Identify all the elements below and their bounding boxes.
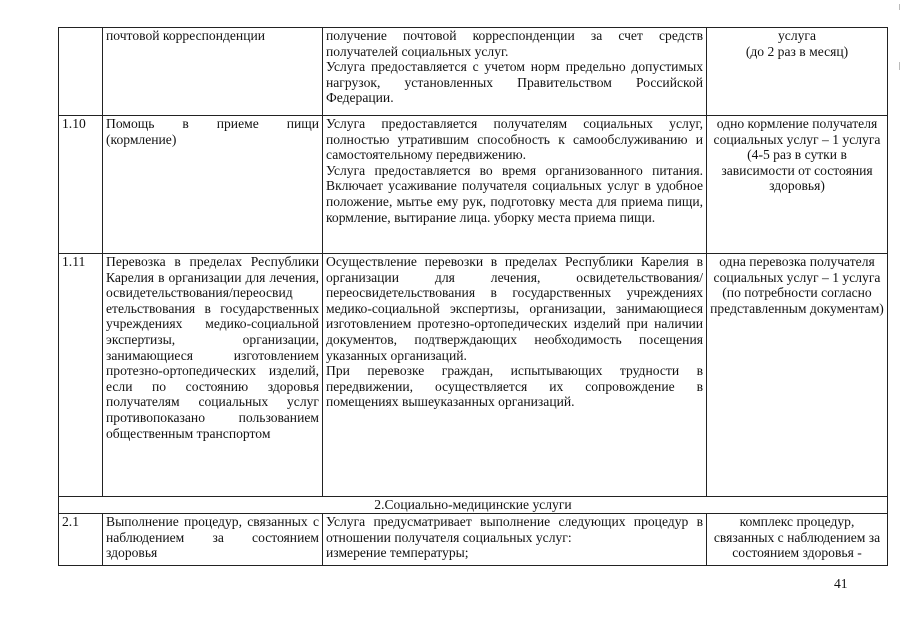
table-row <box>59 116 888 254</box>
page-number: 41 <box>834 576 848 591</box>
services-table <box>58 27 888 566</box>
service-description: Услуга предусматривает выполнение следующих процедур в отношении получателя социальных услуг: измерение температуры; <box>323 514 707 566</box>
section-title: 2.Социально-медицинские услуги <box>59 497 888 514</box>
row-number <box>59 28 103 116</box>
row-number: 2.1 <box>59 514 103 566</box>
service-description: Услуга предоставляется получателям социальных услуг, полностью утратившим способность к самообслуживанию и самостоятельному передвижению. Услуга предоставляется во время организованного питания. Включает усаживание получателя социальных услуг в удобное положение, мытье ему рук, подготовку места для приема пищи, кормление, вытирание лица. уборку места приема пищи. <box>323 116 707 254</box>
section-header-row <box>59 497 888 514</box>
service-description: получение почтовой корреспонденции за счет средств получателей социальных услуг. Услуга предоставляется с учетом норм предельно допустимых нагрузок, установленных Правительством Российской Федерации. <box>323 28 707 116</box>
service-volume: одна перевозка получателя социальных услуг – 1 услуга (по потребности согласно представленным документам) <box>707 254 888 497</box>
service-name: Помощь в приеме пищи (кормление) <box>103 116 323 254</box>
service-description: Осуществление перевозки в пределах Республики Карелия в организации для лечения, освидетельствования/переосвидетельствования в государственных учреждениях медико-социальной экспертизы, организации, занимающиеся изготовлением протезно-ортопедических изделий при наличии документов, подтверждающих необходимость посещения указанных организаций. При перевозке граждан, испытывающих трудности в передвижении, осуществляется их сопровождение в помещениях вышеуказанных организаций. <box>323 254 707 497</box>
scan-edge-mark <box>899 4 900 10</box>
row-number: 1.11 <box>59 254 103 497</box>
service-volume: комплекс процедур, связанных с наблюдением за состоянием здоровья - <box>707 514 888 566</box>
service-name: почтовой корреспонденции <box>103 28 323 116</box>
scan-edge-mark <box>899 62 900 70</box>
table-row <box>59 514 888 566</box>
service-volume: услуга (до 2 раз в месяц) <box>707 28 888 116</box>
service-name: Перевозка в пределах Республики Карелия в организации для лечения, освидетельствования/переосвид етельствования в государственных учреждениях медико-социальной экспертизы, организации, занимающиеся изготовлением протезно-ортопедических изделий, если по состоянию здоровья получателям социальных услуг противопоказано пользованием общественным транспортом <box>103 254 323 497</box>
service-name: Выполнение процедур, связанных с наблюдением за состоянием здоровья <box>103 514 323 566</box>
table-row <box>59 28 888 116</box>
table-row <box>59 254 888 497</box>
row-number: 1.10 <box>59 116 103 254</box>
service-volume: одно кормление получателя социальных услуг – 1 услуга (4-5 раз в сутки в зависимости от состояния здоровья) <box>707 116 888 254</box>
